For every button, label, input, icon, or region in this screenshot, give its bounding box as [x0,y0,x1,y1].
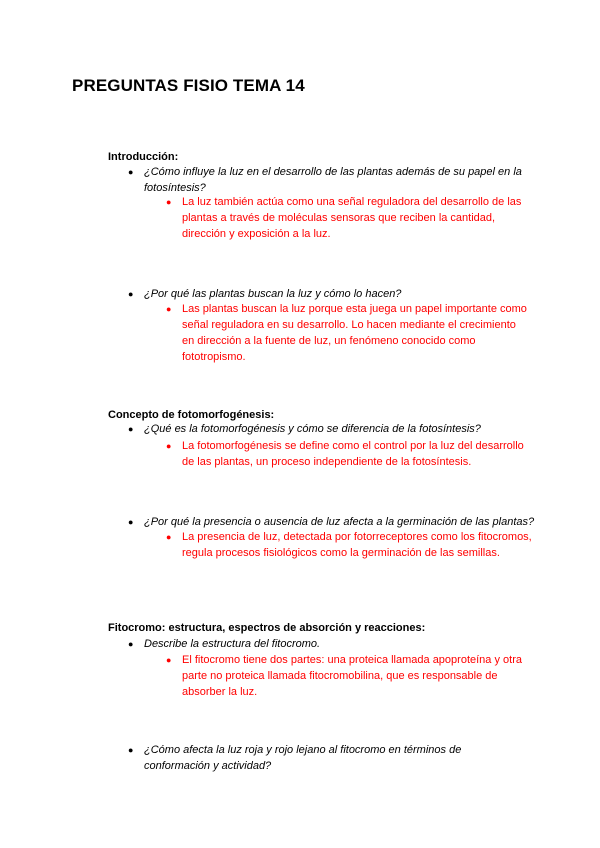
bullet-icon: ● [166,655,172,665]
question-item [128,514,558,530]
document-title: PREGUNTAS FISIO TEMA 14 [72,76,305,95]
bullet-icon: ● [128,424,134,434]
answer-item [166,529,534,561]
question-text: Describe la estructura del fitocromo. [144,638,321,650]
section-heading-introduccion: Introducción: [108,151,179,163]
question-text: ¿Cómo influye la luz en el desarrollo de las plantas además de su papel en la fotosíntesis? [144,166,522,194]
question-item [128,164,528,196]
question-item [128,421,548,437]
bullet-icon: ● [128,745,134,755]
answer-item [166,194,528,242]
question-item [128,742,488,774]
bullet-icon: ● [128,517,134,527]
answer-text: El fitocromo tiene dos partes: una proteica llamada apoproteína y otra parte no proteica llamada fitocromobilina, que es responsable de absorber la luz. [182,654,522,698]
bullet-icon: ● [166,441,172,451]
answer-text: La luz también actúa como una señal reguladora del desarrollo de las plantas a través de moléculas sensoras que reciben la cantidad, dirección y exposición a la luz. [182,196,522,240]
question-item [128,636,528,652]
answer-text: La fotomorfogénesis se define como el control por la luz del desarrollo de las plantas, un proceso independiente de la fotosíntesis. [182,440,524,468]
bullet-icon: ● [128,167,134,177]
section-heading-fotomorfogenesis: Concepto de fotomorfogénesis: [108,409,275,421]
answer-item [166,301,528,365]
question-text: ¿Por qué las plantas buscan la luz y cómo lo hacen? [144,288,402,300]
answer-text: La presencia de luz, detectada por fotorreceptores como los fitocromos, regula procesos fisiológicos como la germinación de las semillas. [182,531,532,559]
question-text: ¿Cómo afecta la luz roja y rojo lejano al fitocromo en términos de conformación y actividad? [144,744,462,772]
bullet-icon: ● [128,289,134,299]
bullet-icon: ● [166,197,172,207]
answer-item [166,652,538,700]
bullet-icon: ● [166,304,172,314]
question-text: ¿Por qué la presencia o ausencia de luz afecta a la germinación de las plantas? [144,516,535,528]
bullet-icon: ● [128,639,134,649]
section-heading-fitocromo: Fitocromo: estructura, espectros de absorción y reacciones: [108,622,426,634]
question-text: ¿Qué es la fotomorfogénesis y cómo se diferencia de la fotosíntesis? [144,423,481,435]
question-item [128,286,528,302]
bullet-icon: ● [166,532,172,542]
answer-item [166,438,538,470]
answer-text: Las plantas buscan la luz porque esta juega un papel importante como señal reguladora en su desarrollo. Lo hacen mediante el crecimiento en dirección a la fuente de luz, un fenómeno conocido como fototropismo. [182,303,527,363]
